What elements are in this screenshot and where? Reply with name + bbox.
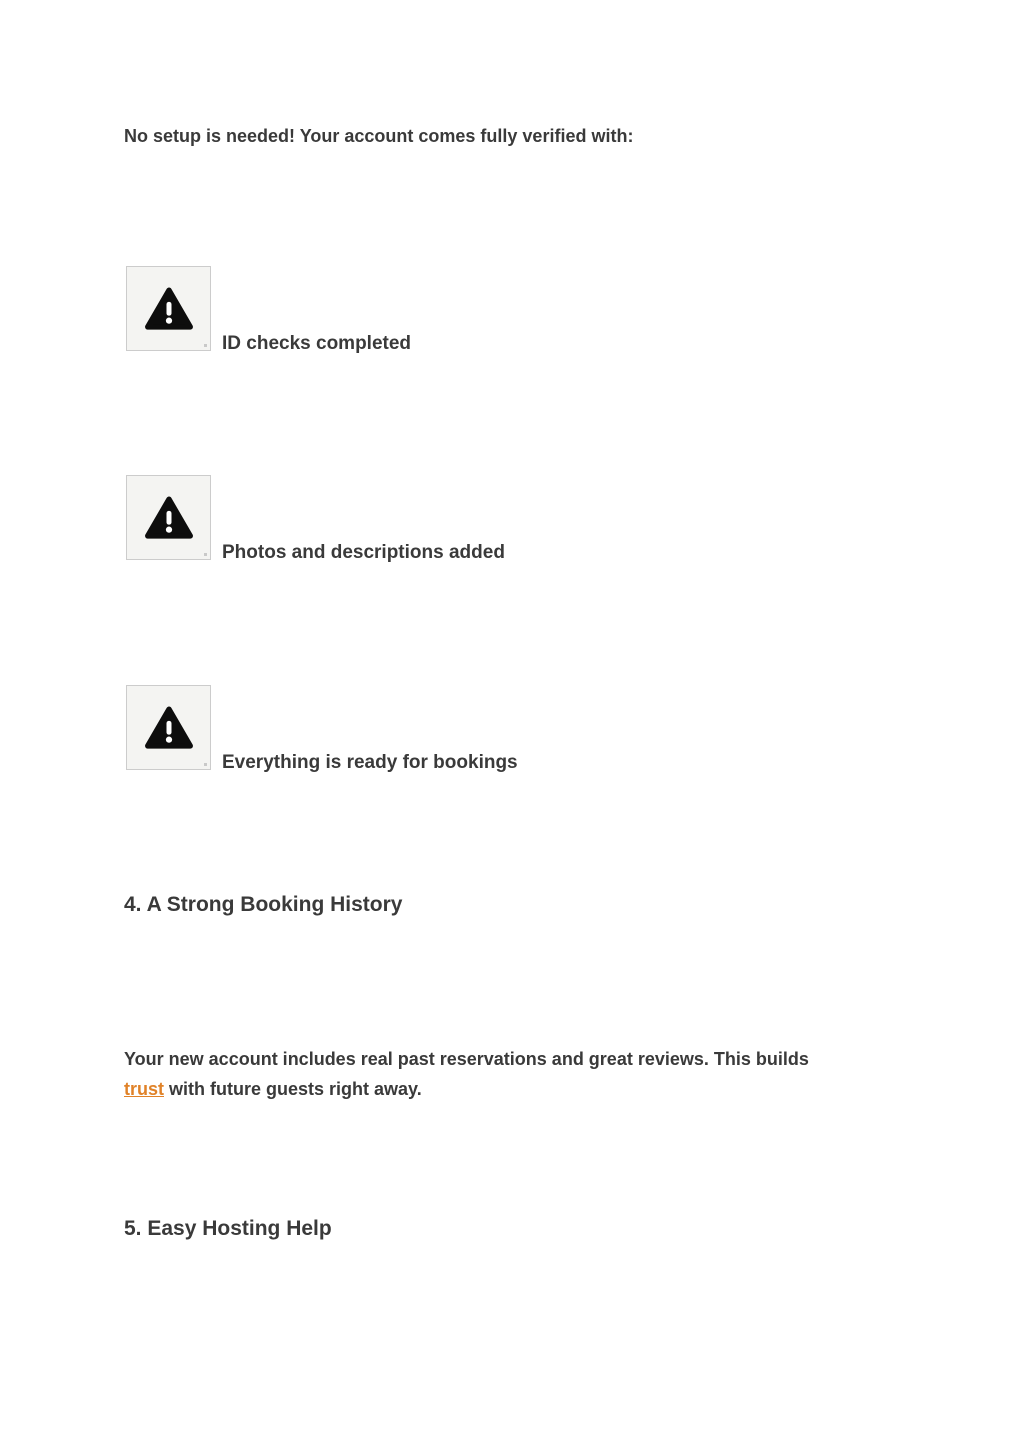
warning-triangle-icon bbox=[141, 284, 197, 334]
placeholder-corner-mark bbox=[204, 763, 207, 766]
paragraph-text-line2: with future guests right away. bbox=[164, 1079, 422, 1099]
checklist-item-ready bbox=[126, 685, 518, 773]
section-heading-hosting-help: 5. Easy Hosting Help bbox=[124, 1217, 332, 1240]
checklist-item-photos bbox=[126, 475, 505, 563]
checklist-label: Photos and descriptions added bbox=[222, 542, 505, 563]
trust-link[interactable]: trust bbox=[124, 1079, 164, 1099]
warning-triangle-icon bbox=[141, 493, 197, 543]
broken-image-placeholder bbox=[126, 475, 211, 560]
checklist-label: ID checks completed bbox=[222, 333, 412, 354]
intro-heading: No setup is needed! Your account comes fully verified with: bbox=[124, 126, 634, 146]
warning-triangle-icon bbox=[141, 703, 197, 753]
section-heading-booking-history: 4. A Strong Booking History bbox=[124, 893, 403, 916]
broken-image-placeholder bbox=[126, 266, 211, 351]
checklist-label: Everything is ready for bookings bbox=[222, 752, 518, 773]
checklist-item-id-checks bbox=[126, 266, 412, 354]
placeholder-corner-mark bbox=[204, 553, 207, 556]
booking-history-paragraph bbox=[124, 1044, 1014, 1104]
placeholder-corner-mark bbox=[204, 344, 207, 347]
broken-image-placeholder bbox=[126, 685, 211, 770]
paragraph-text-line1: Your new account includes real past reservations and great reviews. This builds bbox=[124, 1049, 809, 1069]
